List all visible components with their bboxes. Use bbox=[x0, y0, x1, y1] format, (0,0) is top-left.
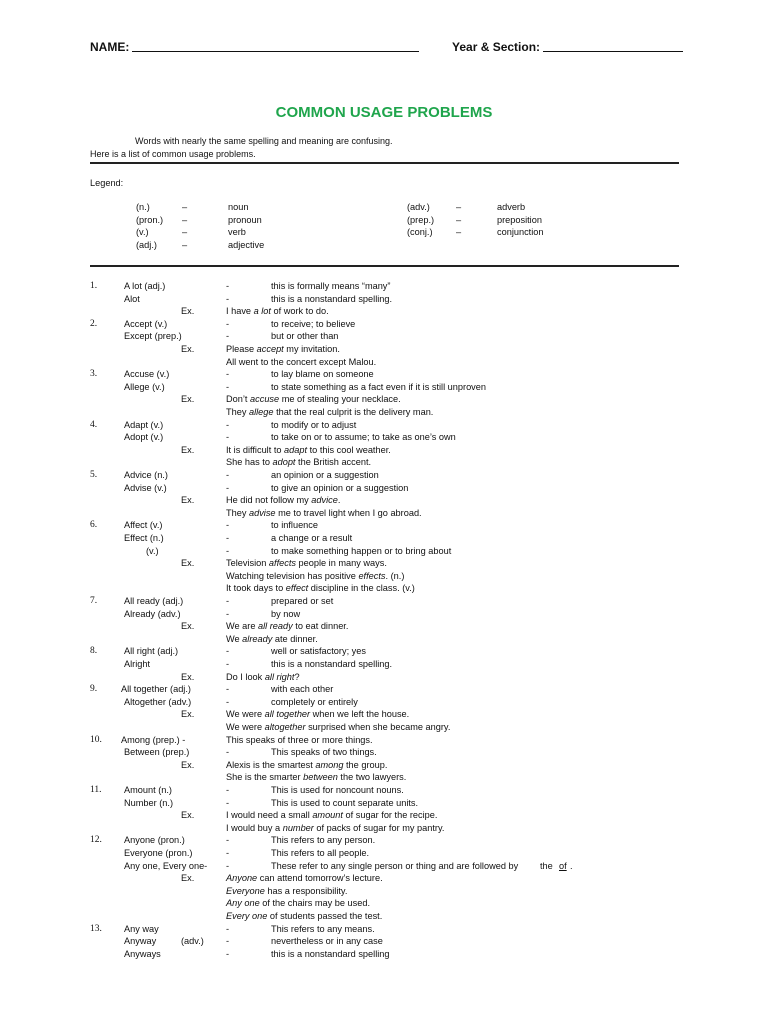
usage-part-of-speech: (adv.) bbox=[181, 936, 204, 947]
name-label: NAME: bbox=[90, 40, 130, 54]
item-number: 3. bbox=[90, 369, 98, 380]
usage-term: Everyone (pron.) bbox=[124, 848, 193, 858]
legend-meaning: adverb bbox=[497, 202, 526, 212]
legend-abbr: (conj.) bbox=[407, 227, 433, 237]
definition-dash: - bbox=[226, 482, 230, 493]
usage-definition: to receive; to believe bbox=[271, 318, 356, 329]
usage-term: Except (prep.) bbox=[124, 331, 182, 342]
example-text: me to travel light when I go abroad. bbox=[275, 507, 422, 518]
usage-definition: This refers to any person. bbox=[271, 835, 376, 846]
year-section-blank-line[interactable] bbox=[543, 40, 683, 52]
example-sentence bbox=[226, 709, 409, 720]
definition-dash: - bbox=[226, 659, 230, 669]
usage-definition: to state something as a fact even if it is still unproven bbox=[271, 381, 486, 392]
usage-term: Adopt (v.) bbox=[124, 432, 164, 443]
example-label: Ex. bbox=[181, 306, 195, 317]
legend-dash: – bbox=[456, 214, 462, 225]
example-sentence bbox=[226, 583, 415, 594]
example-keyword: all right bbox=[264, 671, 295, 682]
item-number: 8. bbox=[90, 646, 98, 657]
item-number: 7. bbox=[90, 596, 98, 606]
example-label: Ex. bbox=[181, 671, 195, 682]
example-label: Ex. bbox=[181, 709, 195, 720]
example-sentence bbox=[226, 823, 444, 834]
item-number: 1. bbox=[90, 281, 98, 291]
usage-term: Advise (v.) bbox=[124, 482, 167, 493]
example-keyword: allege bbox=[248, 407, 274, 417]
usage-term: Effect (n.) bbox=[124, 533, 164, 543]
usage-definition: This speaks of two things. bbox=[271, 747, 377, 758]
example-sentence bbox=[226, 898, 370, 909]
definition-dash: - bbox=[226, 835, 230, 846]
example-text: Watching television has positive bbox=[226, 570, 359, 581]
definition-dash: - bbox=[226, 646, 230, 657]
usage-definition: nevertheless or in any case bbox=[271, 936, 383, 947]
usage-definition: by now bbox=[271, 608, 301, 619]
usage-term: Alot bbox=[124, 293, 140, 304]
definition-dash: - bbox=[226, 923, 230, 934]
example-sentence bbox=[226, 722, 450, 733]
example-text: ate dinner. bbox=[272, 633, 318, 644]
definition-dash: - bbox=[226, 596, 230, 606]
usage-definition: to influence bbox=[271, 520, 318, 531]
definition-dash: - bbox=[226, 936, 230, 947]
legend-meaning: conjunction bbox=[497, 227, 544, 237]
example-label: Ex. bbox=[181, 495, 195, 506]
legend-abbr: (adj.) bbox=[136, 239, 157, 250]
example-sentence bbox=[226, 495, 340, 506]
example-keyword: Any one bbox=[226, 898, 260, 909]
example-sentence bbox=[226, 445, 391, 456]
usage-term: All ready (adj.) bbox=[124, 596, 184, 606]
example-text: the two lawyers. bbox=[337, 772, 407, 783]
usage-definition: This is used for noncount nouns. bbox=[271, 785, 404, 795]
legend-meaning: preposition bbox=[497, 214, 542, 225]
example-label: Ex. bbox=[181, 873, 195, 884]
example-text: when we left the house. bbox=[310, 709, 410, 720]
intro-line-1: Words with nearly the same spelling and meaning are confusing. bbox=[135, 136, 393, 146]
example-text: of work to do. bbox=[270, 306, 329, 317]
item-number: 12. bbox=[90, 835, 102, 846]
legend-label: Legend: bbox=[90, 178, 124, 188]
example-text: It is difficult to bbox=[226, 444, 285, 455]
usage-definition-tail-underlined: of bbox=[559, 860, 567, 871]
item-number: 6. bbox=[90, 520, 98, 531]
example-sentence bbox=[226, 558, 387, 569]
example-text: has a responsibility. bbox=[264, 885, 348, 896]
usage-definition: a change or a result bbox=[271, 533, 353, 543]
example-keyword: amount bbox=[312, 810, 343, 821]
definition-dash: - bbox=[226, 520, 230, 531]
legend-divider bbox=[90, 265, 679, 267]
example-sentence bbox=[226, 357, 376, 368]
usage-definition: These refer to any single person or thing and are followed by bbox=[271, 860, 519, 871]
example-sentence bbox=[226, 810, 437, 821]
legend-dash: – bbox=[182, 239, 188, 250]
example-keyword: all together bbox=[264, 709, 311, 720]
usage-term: Any way bbox=[124, 923, 159, 934]
example-keyword: accept bbox=[256, 344, 284, 354]
example-keyword: advise bbox=[248, 507, 276, 518]
usage-term: Affect (v.) bbox=[124, 520, 163, 531]
legend-abbr: (adv.) bbox=[407, 202, 430, 212]
legend-dash: – bbox=[456, 202, 462, 212]
usage-term: All together (adj.) bbox=[121, 684, 191, 695]
example-text: We were bbox=[226, 709, 265, 720]
year-section-field[interactable] bbox=[452, 40, 683, 54]
example-text: We bbox=[226, 633, 243, 644]
definition-dash: - bbox=[226, 293, 230, 304]
example-sentence bbox=[226, 873, 383, 884]
usage-term: Adapt (v.) bbox=[124, 419, 164, 430]
example-text: of the chairs may be used. bbox=[259, 898, 371, 909]
definition-dash: - bbox=[226, 369, 230, 380]
legend-dash: – bbox=[182, 214, 188, 225]
legend-meaning: adjective bbox=[228, 239, 265, 250]
example-text: of students passed the test. bbox=[267, 911, 383, 921]
example-keyword: Anyone bbox=[226, 873, 258, 884]
example-text: Don’t bbox=[226, 394, 251, 405]
example-label: Ex. bbox=[181, 394, 195, 405]
definition-dash: - bbox=[226, 948, 230, 959]
item-number: 10. bbox=[90, 734, 102, 745]
usage-term: Any one, Every one- bbox=[124, 860, 208, 871]
example-sentence bbox=[226, 457, 371, 468]
usage-definition-tail: the bbox=[540, 860, 553, 871]
example-label: Ex. bbox=[181, 759, 195, 770]
usage-definition: but or other than bbox=[271, 331, 339, 342]
example-label: Ex. bbox=[181, 621, 195, 632]
example-sentence bbox=[226, 571, 404, 582]
example-text: Please bbox=[226, 344, 257, 354]
usage-term: Accept (v.) bbox=[124, 318, 168, 329]
example-text: It took days to bbox=[226, 583, 286, 594]
usage-term: Between (prep.) bbox=[124, 747, 190, 758]
definition-dash: - bbox=[226, 281, 230, 291]
definition-dash: - bbox=[226, 797, 230, 808]
usage-definition: to lay blame on someone bbox=[271, 369, 374, 380]
item-number: 13. bbox=[90, 923, 102, 934]
example-keyword: adopt bbox=[272, 457, 296, 468]
name-blank-line[interactable] bbox=[132, 40, 419, 52]
page-title: COMMON USAGE PROBLEMS bbox=[275, 104, 493, 121]
definition-dash: - bbox=[226, 381, 230, 392]
legend-dash: – bbox=[182, 227, 188, 237]
example-keyword: Every one bbox=[226, 911, 268, 921]
usage-definition: to give an opinion or a suggestion bbox=[271, 482, 409, 493]
example-text: We were bbox=[226, 722, 265, 732]
example-text: She is the smarter bbox=[226, 772, 304, 783]
usage-definition-tail-end: . bbox=[570, 860, 573, 871]
usage-term: Anyone (pron.) bbox=[124, 835, 185, 846]
usage-term: Accuse (v.) bbox=[124, 369, 170, 380]
usage-definition: This refers to any means. bbox=[271, 923, 375, 934]
example-keyword: Everyone bbox=[226, 885, 265, 896]
usage-definition: prepared or set bbox=[271, 596, 334, 606]
example-text: people in many ways. bbox=[295, 558, 387, 569]
legend-abbr: (prep.) bbox=[407, 214, 435, 225]
legend-abbr: (n.) bbox=[136, 202, 150, 212]
definition-dash: - bbox=[226, 860, 230, 871]
usage-term: Allege (v.) bbox=[124, 381, 165, 392]
definition-dash: - bbox=[226, 318, 230, 329]
name-field[interactable] bbox=[90, 40, 419, 54]
example-text: my invitation. bbox=[283, 344, 340, 354]
example-keyword: effects bbox=[358, 570, 386, 581]
example-keyword: affects bbox=[268, 558, 296, 569]
example-text: ? bbox=[294, 671, 300, 682]
example-label: Ex. bbox=[181, 810, 195, 821]
item-number: 2. bbox=[90, 318, 98, 329]
example-text: . bbox=[337, 495, 341, 506]
legend-dash: – bbox=[182, 202, 188, 212]
definition-dash: - bbox=[226, 545, 230, 556]
example-keyword: effect bbox=[285, 583, 309, 594]
example-text: Do I look bbox=[226, 671, 265, 682]
usage-definition: well or satisfactory; yes bbox=[271, 646, 366, 657]
definition-dash: - bbox=[226, 432, 230, 443]
usage-definition: to take on or to assume; to take as one’s own bbox=[271, 432, 456, 443]
usage-definition: with each other bbox=[271, 684, 334, 695]
usage-definition: this is formally means “many” bbox=[271, 281, 391, 291]
example-keyword: number bbox=[282, 822, 314, 833]
usage-definition: to make something happen or to bring about bbox=[271, 545, 452, 556]
example-sentence bbox=[226, 634, 318, 645]
example-sentence bbox=[226, 394, 401, 405]
definition-dash: - bbox=[226, 747, 230, 758]
usage-term: Advice (n.) bbox=[124, 470, 168, 480]
example-keyword: adapt bbox=[284, 444, 308, 455]
item-number: 9. bbox=[90, 684, 98, 695]
example-text: discipline in the class. (v.) bbox=[308, 583, 415, 594]
legend-abbr: (pron.) bbox=[136, 214, 164, 225]
definition-dash: - bbox=[226, 419, 230, 430]
example-text: They bbox=[226, 407, 249, 417]
usage-definition: this is a nonstandard spelling. bbox=[271, 293, 393, 304]
example-sentence bbox=[226, 760, 387, 771]
example-sentence bbox=[226, 344, 340, 355]
example-sentence bbox=[226, 672, 300, 683]
usage-term: Anyway bbox=[124, 936, 157, 947]
usage-definition: This is used to count separate units. bbox=[271, 797, 419, 808]
definition-dash: - bbox=[226, 470, 230, 480]
usage-definition: This refers to all people. bbox=[271, 848, 370, 858]
item-number: 11. bbox=[90, 785, 102, 795]
example-sentence bbox=[226, 911, 382, 922]
usage-term: Alright bbox=[124, 659, 151, 669]
example-keyword: already bbox=[242, 633, 273, 644]
usage-term: (v.) bbox=[146, 545, 159, 556]
example-sentence bbox=[226, 621, 348, 632]
usage-term: Anyways bbox=[124, 948, 161, 959]
usage-definition: an opinion or a suggestion bbox=[271, 470, 379, 480]
top-divider bbox=[90, 162, 679, 164]
example-sentence bbox=[226, 772, 406, 783]
definition-dash: - bbox=[226, 608, 230, 619]
usage-definition: completely or entirely bbox=[271, 696, 358, 707]
example-keyword: accuse bbox=[250, 394, 280, 405]
legend-meaning: pronoun bbox=[228, 214, 262, 225]
example-sentence bbox=[226, 306, 329, 317]
example-text: surprised when she became angry. bbox=[305, 722, 451, 732]
example-text: of packs of sugar for my pantry. bbox=[313, 822, 445, 833]
usage-term: Among (prep.) - bbox=[121, 734, 186, 745]
example-text: I have bbox=[226, 306, 254, 317]
example-text: of sugar for the recipe. bbox=[342, 810, 438, 821]
example-keyword: among bbox=[315, 759, 344, 770]
example-sentence bbox=[226, 407, 433, 418]
example-label: Ex. bbox=[181, 558, 195, 569]
usage-term: A lot (adj.) bbox=[124, 281, 166, 291]
legend-meaning: verb bbox=[228, 227, 246, 237]
example-text: to eat dinner. bbox=[292, 621, 349, 632]
example-label: Ex. bbox=[181, 444, 195, 455]
example-keyword: between bbox=[303, 772, 338, 783]
definition-dash: - bbox=[226, 848, 230, 858]
example-text: me of stealing your necklace. bbox=[279, 394, 401, 405]
example-text: She has to bbox=[226, 457, 273, 468]
example-keyword: altogether bbox=[264, 722, 306, 732]
example-text: All went to the concert except Malou. bbox=[226, 356, 377, 367]
example-sentence bbox=[226, 508, 422, 519]
example-text: can attend tomorrow’s lecture. bbox=[257, 873, 383, 884]
example-text: They bbox=[226, 507, 249, 518]
usage-term: Amount (n.) bbox=[124, 785, 172, 795]
intro-line-2: Here is a list of common usage problems. bbox=[90, 149, 256, 159]
usage-definition: to modify or to adjust bbox=[271, 419, 357, 430]
example-text: . (n.) bbox=[385, 570, 405, 581]
example-keyword: advice bbox=[311, 495, 338, 506]
example-text: He did not follow my bbox=[226, 495, 312, 506]
example-text: Television bbox=[226, 558, 269, 569]
example-text: to this cool weather. bbox=[307, 444, 391, 455]
example-text: Alexis is the smartest bbox=[226, 759, 316, 770]
legend-meaning: noun bbox=[228, 202, 249, 212]
example-keyword: a lot bbox=[253, 306, 271, 317]
definition-dash: - bbox=[226, 533, 230, 543]
definition-dash: - bbox=[226, 331, 230, 342]
definition-dash: - bbox=[226, 785, 230, 795]
legend-abbr: (v.) bbox=[136, 227, 149, 237]
example-text: the British accent. bbox=[295, 457, 372, 468]
example-sentence bbox=[226, 886, 347, 897]
usage-definition: this is a nonstandard spelling bbox=[271, 948, 390, 959]
example-text: the group. bbox=[343, 759, 388, 770]
example-text: I would buy a bbox=[226, 822, 283, 833]
usage-term: All right (adj.) bbox=[124, 646, 179, 657]
definition-dash: - bbox=[226, 696, 230, 707]
item-number: 4. bbox=[90, 419, 98, 430]
usage-definition: this is a nonstandard spelling. bbox=[271, 659, 393, 669]
example-keyword: all ready bbox=[258, 621, 293, 632]
item-number: 5. bbox=[90, 470, 98, 480]
example-text: We are bbox=[226, 621, 258, 632]
usage-term: Already (adv.) bbox=[124, 608, 181, 619]
usage-term: Number (n.) bbox=[124, 797, 174, 808]
year-section-label: Year & Section: bbox=[452, 40, 541, 54]
example-label: Ex. bbox=[181, 344, 195, 354]
definition-dash: - bbox=[226, 684, 230, 695]
example-text: that the real culprit is the delivery man. bbox=[273, 407, 434, 417]
usage-definition: This speaks of three or more things. bbox=[226, 734, 373, 745]
example-text: I would need a small bbox=[226, 810, 313, 821]
usage-term: Altogether (adv.) bbox=[124, 696, 192, 707]
legend-dash: – bbox=[456, 227, 462, 237]
